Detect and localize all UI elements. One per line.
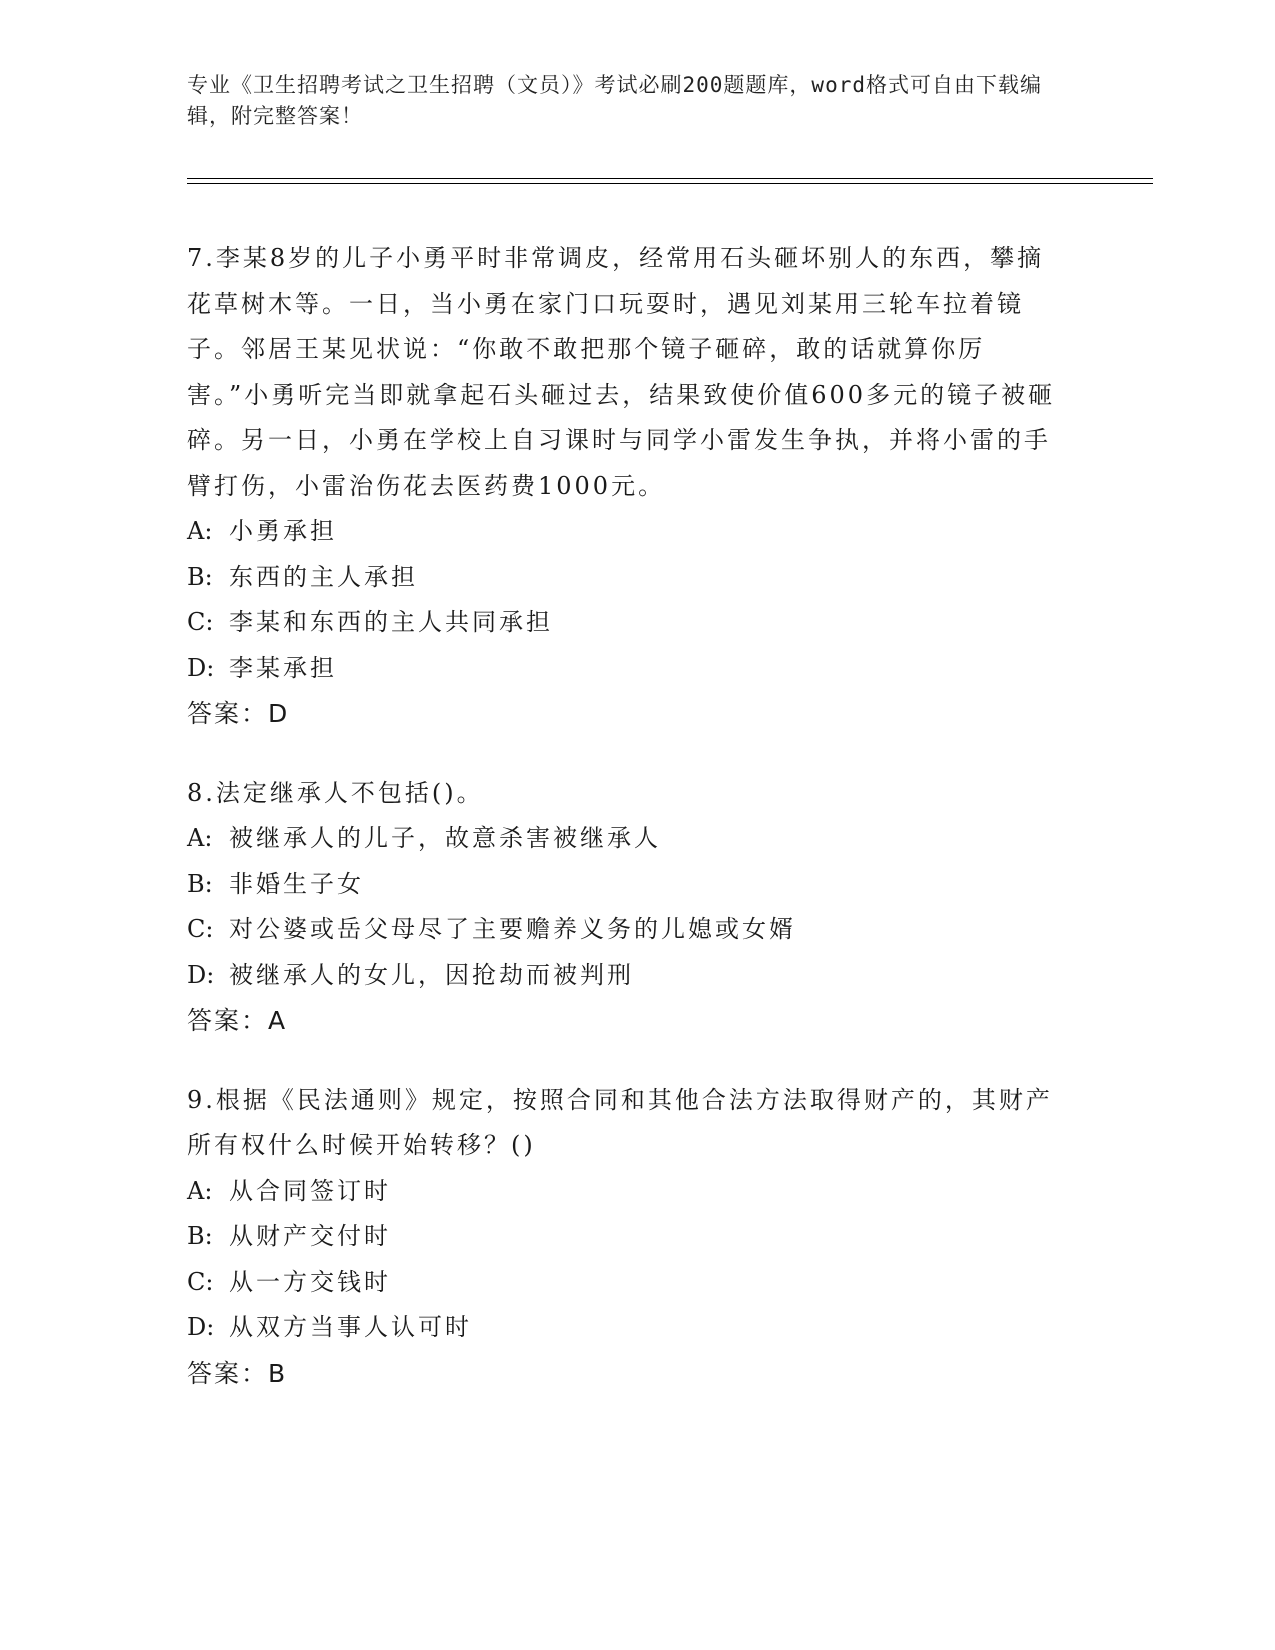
option-letter: B: (187, 869, 213, 898)
option-text: 李某和东西的主人共同承担 (229, 608, 553, 636)
option-d (187, 646, 1067, 692)
answer-line: 答案：B (187, 1358, 288, 1388)
question-stem: 8.法定继承人不包括()。 (187, 778, 484, 807)
option-letter: A: (187, 1176, 213, 1205)
option-text: 从双方当事人认可时 (229, 1313, 472, 1341)
option-letter: C: (187, 1267, 214, 1296)
option-d (187, 953, 1067, 999)
option-letter: C: (187, 608, 214, 636)
option-b (187, 555, 1067, 601)
option-letter: D: (187, 960, 215, 989)
option-a (187, 509, 1067, 555)
option-c (187, 907, 1067, 953)
answer-line: 答案：A (187, 1006, 288, 1035)
question-9 (187, 1078, 1067, 1397)
question-list (187, 236, 1067, 1430)
option-text: 从合同签订时 (229, 1176, 391, 1205)
document-header: 专业《卫生招聘考试之卫生招聘（文员）》考试必刷200题题库，word格式可自由下载编辑，附完整答案！ (187, 73, 1042, 128)
option-c (187, 600, 1067, 646)
option-d (187, 1305, 1067, 1351)
option-text: 被继承人的女儿，因抢劫而被判刑 (229, 960, 634, 989)
option-letter: D: (187, 653, 215, 682)
option-text: 小勇承担 (229, 517, 337, 545)
question-stem: 9.根据《民法通则》规定，按照合同和其他合法方法取得财产的，其财产所有权什么时候开始转移？() (187, 1085, 1053, 1159)
option-text: 从财产交付时 (229, 1222, 391, 1250)
option-text: 东西的主人承担 (229, 562, 418, 591)
option-text: 对公婆或岳父母尽了主要赡养义务的儿媳或女婿 (229, 915, 796, 943)
option-text: 非婚生子女 (229, 869, 364, 898)
option-letter: C: (187, 915, 214, 943)
option-a (187, 816, 1067, 862)
option-text: 李某承担 (229, 653, 337, 682)
answer-line: 答案：D (187, 699, 290, 728)
option-letter: A: (187, 517, 213, 545)
option-c (187, 1260, 1067, 1306)
option-text: 被继承人的儿子，故意杀害被继承人 (229, 824, 661, 852)
question-stem: 7.李某8岁的儿子小勇平时非常调皮，经常用石头砸坏别人的东西，攀摘花草树木等。一日，当小勇在家门口玩耍时，遇见刘某用三轮车拉着镜子。邻居王某见状说：“你敢不敢把那个镜子砸碎，敢的话就算你厉害。”小勇听完当即就拿起石头砸过去，结果致使价值600多元的镜子被砸碎。另一日，小勇在学校上自习课时与同学小雷发生争执，并将小雷的手臂打伤，小雷治伤花去医药费1000元。 (187, 244, 1056, 500)
option-b (187, 862, 1067, 908)
option-text: 从一方交钱时 (229, 1267, 391, 1296)
header-rule-bottom (187, 183, 1153, 184)
option-letter: B: (187, 1222, 213, 1250)
option-letter: A: (187, 824, 213, 852)
option-letter: D: (187, 1313, 215, 1341)
option-letter: B: (187, 562, 213, 591)
option-a (187, 1169, 1067, 1215)
option-b (187, 1214, 1067, 1260)
question-7 (187, 236, 1067, 737)
question-8 (187, 771, 1067, 1044)
header-rule-top (187, 178, 1153, 179)
